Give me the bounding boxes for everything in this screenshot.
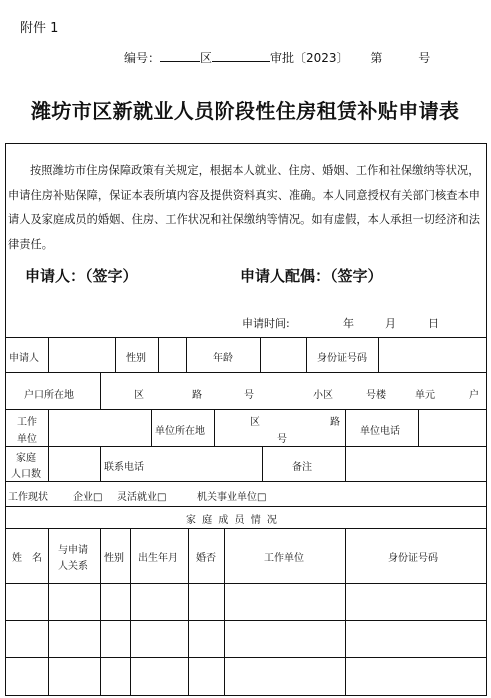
- apply-time-month: 月: [385, 317, 396, 330]
- contact-phone-label: 联系电话: [104, 462, 144, 473]
- family-count-label-2: 人口数: [11, 469, 41, 480]
- hukou-label: 户口所在地: [24, 390, 74, 401]
- header-relation-1: 与申请: [58, 545, 88, 556]
- remark-label: 备注: [292, 462, 312, 473]
- serial-label: 编号：: [124, 51, 161, 65]
- declaration-text: 按照潍坊市住房保障政策有关规定，根据本人就业、住房、婚姻、工作和社保缴纳等状况，申请住房补贴保障，保证本表所填内容及提供资料真实、准确。本人同意授权有关部门核查本申请人及家庭成员的婚姻、住房、工作状况和社保缴纳等情况。如有虚假，本人承担一切经济和法律责任。: [8, 164, 480, 251]
- work-unit-label-2: 单位: [17, 434, 37, 445]
- header-employer: 工作单位: [264, 553, 304, 564]
- spouse-signature[interactable]: 申请人配偶：（签字）: [240, 267, 383, 285]
- hukou-unit: 单元: [415, 390, 435, 401]
- unit-phone-label: 单位电话: [360, 426, 400, 437]
- applicant-signature[interactable]: 申请人：（签字）: [25, 267, 138, 285]
- header-name: 姓 名: [12, 553, 42, 564]
- form-title: 潍坊市区新就业人员阶段性住房租赁补贴申请表: [31, 99, 460, 123]
- hukou-district: 区: [134, 390, 144, 401]
- work-status-enterprise[interactable]: 企业□: [73, 492, 103, 503]
- age-label: 年龄: [213, 353, 233, 364]
- serial-di: 第: [370, 51, 383, 65]
- apply-time-label: 申请时间:: [242, 317, 290, 330]
- family-count-label-1: 家庭: [16, 453, 36, 464]
- header-marital: 婚否: [196, 553, 216, 564]
- work-status-label: 工作现状: [8, 492, 48, 503]
- header-id-number: 身份证号码: [388, 553, 438, 564]
- serial-blank-district[interactable]: [160, 49, 200, 62]
- serial-district: 区: [200, 51, 213, 65]
- work-unit-label-1: 工作: [17, 417, 37, 428]
- serial-approval: 审批〔2023〕: [270, 51, 349, 65]
- attachment-label: 附件 1: [20, 21, 59, 36]
- serial-blank-number[interactable]: [212, 49, 270, 62]
- gender-label: 性别: [126, 353, 146, 364]
- unit-location-district: 区: [250, 417, 260, 428]
- applicant-label: 申请人: [9, 353, 39, 364]
- header-gender: 性别: [104, 553, 124, 564]
- hukou-household: 户: [469, 390, 479, 401]
- work-status-flexible[interactable]: 灵活就业□: [117, 492, 167, 503]
- id-number-label: 身份证号码: [317, 353, 367, 364]
- apply-time-day: 日: [428, 317, 439, 330]
- family-section-title: 家 庭 成 员 情 况: [186, 515, 279, 526]
- hukou-building: 号楼: [366, 390, 386, 401]
- unit-location-label: 单位所在地: [155, 426, 205, 437]
- header-birth: 出生年月: [138, 553, 178, 564]
- header-relation-2: 人关系: [58, 561, 88, 572]
- hukou-community: 小区: [313, 390, 333, 401]
- hukou-road: 路: [192, 390, 202, 401]
- serial-hao: 号: [418, 51, 431, 65]
- unit-location-number: 号: [277, 434, 287, 445]
- unit-location-road: 路: [330, 417, 340, 428]
- work-status-institution[interactable]: 机关事业单位□: [197, 492, 267, 503]
- hukou-number: 号: [244, 390, 254, 401]
- apply-time-year: 年: [343, 317, 354, 330]
- serial-number-line: [124, 49, 430, 66]
